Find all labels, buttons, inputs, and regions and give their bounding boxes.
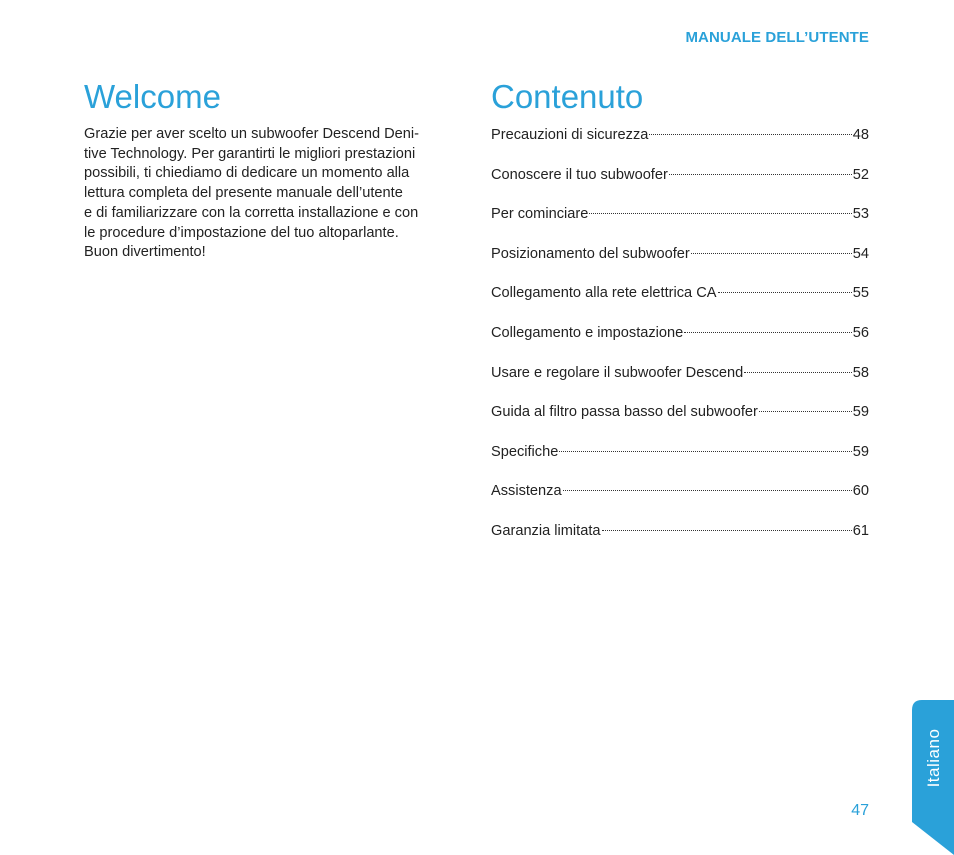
toc-entry-title: Guida al filtro passa basso del subwoofer [491,404,758,421]
toc-entry-page: 53 [852,206,869,223]
toc-entry-title: Specifiche [491,443,559,460]
toc-dot-leader [602,530,852,531]
toc-entry-service[interactable] [491,481,869,521]
toc-entry-placement[interactable] [491,244,869,284]
toc-dot-leader [559,451,851,452]
toc-entry-title: Garanzia limitata [491,522,601,539]
manual-header-title: MANUALE DELL’UTENTE [685,29,869,46]
toc-entry-page: 61 [852,522,869,539]
toc-entry-title: Precauzioni di sicurezza [491,127,649,143]
toc-entry-page: 60 [852,483,869,500]
contents-heading: Contenuto [491,78,644,115]
toc-dot-leader [744,372,851,373]
contents-section [491,77,869,561]
toc-entry-ac-power[interactable] [491,283,869,323]
welcome-line: possibili, ti chiediamo di dedicare un momento alla [84,165,410,182]
toc-entry-getting-started[interactable] [491,204,869,244]
language-tab-label: Italiano [924,728,943,788]
toc-dot-leader [759,411,852,412]
welcome-line: lettura completa del presente manuale dell’utente [84,185,403,202]
toc-dot-leader [649,134,851,135]
welcome-heading: Welcome [84,78,221,115]
toc-dot-leader [669,174,852,175]
toc-entry-know-subwoofer[interactable] [491,165,869,205]
table-of-contents [491,125,869,561]
toc-entry-safety[interactable] [491,125,869,165]
toc-entry-using-adjusting[interactable] [491,363,869,403]
page-number: 47 [851,802,869,819]
toc-entry-page: 54 [852,245,869,262]
welcome-section [84,77,460,263]
toc-entry-page: 56 [852,324,869,341]
toc-entry-page: 48 [852,127,869,143]
toc-entry-title: Assistenza [491,483,562,500]
toc-entry-page: 58 [852,364,869,381]
toc-dot-leader [691,253,852,254]
language-tab [912,700,954,855]
toc-entry-title: Collegamento e impostazione [491,324,684,341]
welcome-line: le procedure d’impostazione del tuo altoparlante. [84,224,399,241]
welcome-line: tive Technology. Per garantirti le migliori prestazioni [84,145,416,162]
toc-entry-title: Usare e regolare il subwoofer Descend [491,364,744,381]
toc-dot-leader [718,292,852,293]
toc-entry-specifications[interactable] [491,442,869,482]
toc-entry-warranty[interactable] [491,521,869,561]
toc-entry-page: 52 [852,166,869,183]
toc-dot-leader [589,213,851,214]
toc-entry-lowpass-guide[interactable] [491,402,869,442]
toc-entry-page: 55 [852,285,869,302]
welcome-line: e di familiarizzare con la corretta installazione e con [84,204,419,221]
welcome-paragraph [84,125,460,263]
toc-entry-title: Collegamento alla rete elettrica CA [491,285,717,302]
toc-entry-title: Posizionamento del subwoofer [491,245,690,262]
toc-entry-page: 59 [852,443,869,460]
toc-entry-title: Conoscere il tuo subwoofer [491,166,668,183]
toc-dot-leader [684,332,852,333]
welcome-line: Grazie per aver scelto un subwoofer Descend Deni- [84,126,420,142]
welcome-line: Buon divertimento! [84,244,206,261]
toc-entry-title: Per cominciare [491,206,589,223]
toc-entry-page: 59 [852,404,869,421]
toc-dot-leader [563,490,852,491]
toc-entry-connection-setup[interactable] [491,323,869,363]
